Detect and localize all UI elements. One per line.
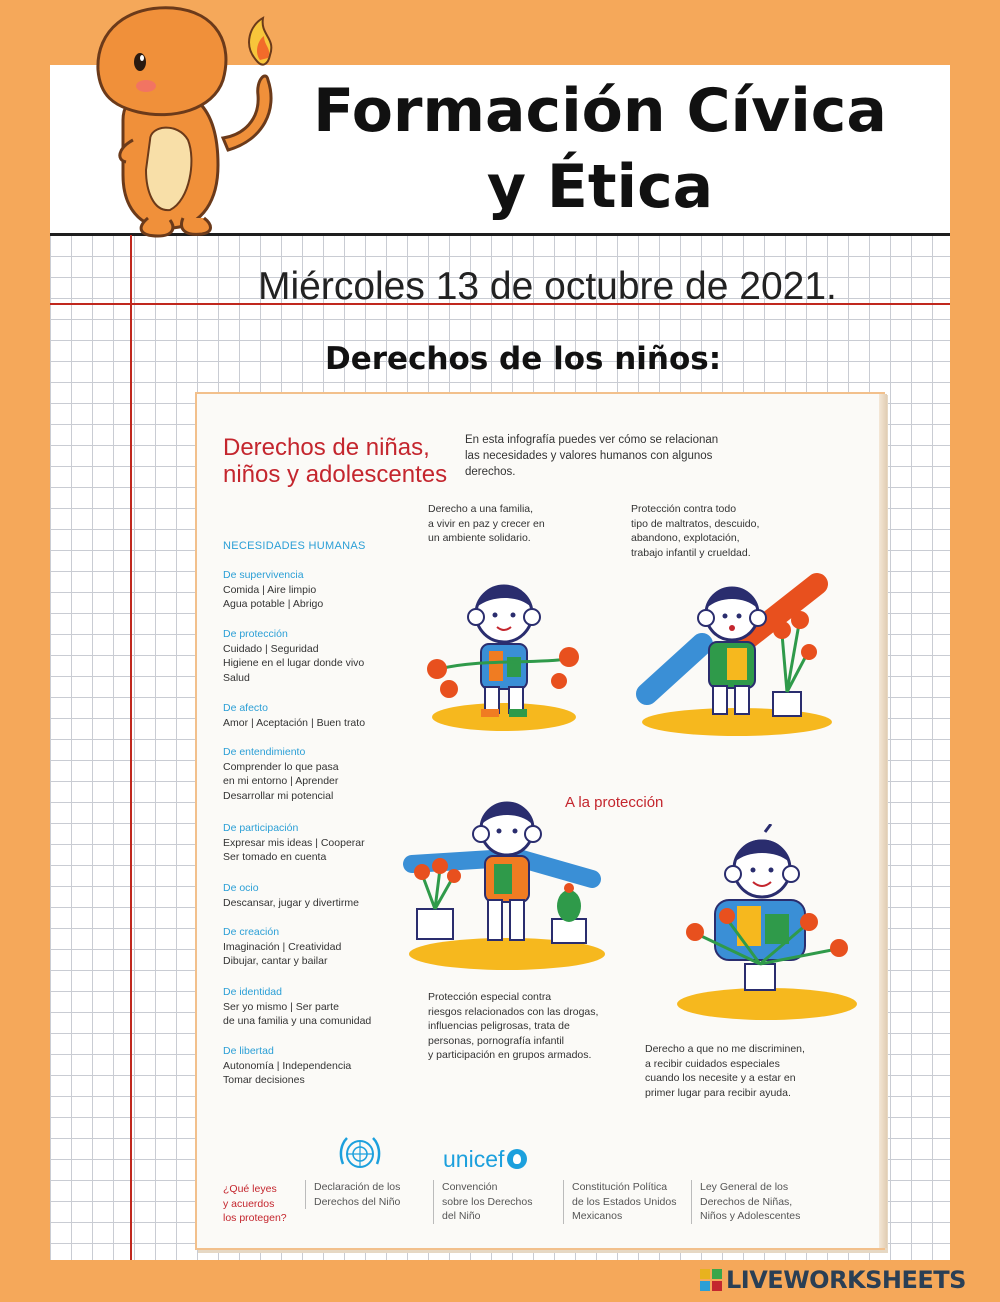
need-line: de una familia y una comunidad: [223, 1015, 372, 1027]
poster-title-line-2: niños y adolescentes: [223, 461, 448, 488]
text-line: sobre los Derechos: [442, 1195, 533, 1208]
need-line: Comida | Aire limpio: [223, 583, 317, 596]
text-line: abandono, explotación,: [631, 532, 740, 544]
need-line: Comprender lo que pasa: [223, 760, 339, 773]
need-title: De libertad: [223, 1045, 274, 1057]
child-arms-open-illustration: [402, 784, 612, 974]
need-title: De afecto: [223, 702, 268, 714]
text-line: Constitución Política: [572, 1181, 668, 1193]
poster-page-edge: [879, 394, 887, 1248]
watermark-text: LIVEWORKSHEETS: [726, 1266, 966, 1294]
need-supervivencia: [223, 568, 403, 612]
rights-infographic: [195, 392, 885, 1250]
title-line-2: y Ética: [486, 152, 714, 222]
text-line: Ley General de los: [700, 1181, 789, 1193]
need-line: Cuidado | Seguridad: [223, 642, 319, 655]
need-line: Salud: [223, 671, 250, 684]
law-general: [691, 1180, 800, 1224]
united-nations-logo-icon: [337, 1134, 383, 1174]
law-convention: [433, 1180, 532, 1224]
unicef-wordmark: unicef: [443, 1146, 505, 1172]
need-title: De ocio: [223, 882, 259, 894]
need-line: Tomar decisiones: [223, 1074, 305, 1086]
child-stretching-illustration: [627, 564, 837, 739]
need-title: De participación: [223, 822, 299, 834]
section-subtitle: Derechos de los niños:: [325, 341, 722, 377]
need-line: Dibujar, cantar y bailar: [223, 955, 328, 967]
date-line: Miércoles 13 de octubre de 2021.: [258, 265, 837, 308]
text-line: Protección especial contra: [428, 991, 552, 1003]
need-line: Amor | Aceptación | Buen trato: [223, 716, 366, 729]
need-line: Descansar, jugar y divertirme: [223, 896, 359, 909]
right-protection-text: [631, 502, 759, 560]
need-entendimiento: [223, 745, 403, 803]
child-with-flowers-illustration: [419, 569, 589, 734]
law-declaration: [305, 1180, 400, 1209]
text-line: primer lugar para recibir ayuda.: [645, 1086, 791, 1099]
laws-question: [223, 1182, 287, 1226]
text-line: Derechos del Niño: [314, 1195, 401, 1208]
need-participacion: [223, 821, 403, 865]
need-identidad: [223, 985, 403, 1029]
need-libertad: [223, 1044, 403, 1088]
need-title: De identidad: [223, 986, 282, 998]
needs-heading: NECESIDADES HUMANAS: [223, 540, 366, 552]
need-proteccion: [223, 627, 403, 685]
need-line: Ser yo mismo | Ser parte: [223, 1000, 339, 1013]
need-line: Imaginación | Creatividad: [223, 940, 342, 953]
text-line: Mexicanos: [572, 1210, 623, 1222]
need-ocio: [223, 881, 403, 910]
need-line: Desarrollar mi potencial: [223, 789, 334, 802]
text-line: Declaración de los: [314, 1181, 401, 1193]
need-line: en mi entorno | Aprender: [223, 775, 339, 787]
need-creacion: [223, 925, 403, 969]
title-line-1: Formación Cívica: [313, 76, 887, 146]
protection-label: A la protección: [565, 794, 664, 811]
need-line: Agua potable | Abrigo: [223, 598, 324, 610]
text-line: y acuerdos: [223, 1197, 275, 1210]
text-line: riesgos relacionados con las drogas,: [428, 1005, 599, 1018]
need-line: Autonomía | Independencia: [223, 1059, 352, 1072]
need-line: Expresar mis ideas | Cooperar: [223, 836, 365, 849]
child-kneeling-illustration: [667, 824, 862, 1024]
text-line: Derechos de Niñas,: [700, 1195, 793, 1208]
need-title: De supervivencia: [223, 569, 304, 581]
text-line: personas, pornografía infantil: [428, 1034, 565, 1047]
text-line: Convención: [442, 1181, 498, 1193]
poster-title: [223, 434, 447, 488]
text-line: cuando los necesite y a estar en: [645, 1072, 796, 1084]
right-family-text: [428, 502, 545, 546]
law-constitution: [563, 1180, 676, 1224]
poster-intro: En esta infografía puedes ver cómo se relacionan las necesidades y valores humanos con algunos derechos.: [465, 434, 719, 478]
text-line: Derecho a una familia,: [428, 503, 534, 515]
text-line: del Niño: [442, 1210, 481, 1222]
need-title: De creación: [223, 926, 280, 938]
right-special-protection-text: [428, 990, 598, 1063]
need-afecto: [223, 701, 403, 730]
dinosaur-mascot-icon: [78, 0, 288, 240]
need-line: Higiene en el lugar donde vivo: [223, 657, 365, 669]
liveworksheets-watermark: [700, 1266, 966, 1294]
text-line: un ambiente solidario.: [428, 532, 531, 544]
text-line: a recibir cuidados especiales: [645, 1057, 780, 1070]
page-title: [280, 73, 920, 225]
text-line: tipo de maltratos, descuido,: [631, 517, 760, 530]
unicef-emblem-icon: [507, 1149, 527, 1169]
text-line: Protección contra todo: [631, 503, 737, 515]
text-line: influencias peligrosas, trata de: [428, 1020, 570, 1032]
text-line: trabajo infantil y crueldad.: [631, 546, 751, 559]
text-line: y participación en grupos armados.: [428, 1049, 592, 1061]
poster-title-line-1: Derechos de niñas,: [223, 434, 430, 461]
liveworksheets-logo-icon: [700, 1269, 722, 1291]
right-nondiscrimination-text: [645, 1042, 805, 1100]
text-line: Niños y Adolescentes: [700, 1210, 801, 1222]
text-line: de los Estados Unidos: [572, 1195, 677, 1208]
text-line: los protegen?: [223, 1212, 287, 1224]
need-title: De protección: [223, 628, 288, 640]
need-line: Ser tomado en cuenta: [223, 851, 327, 863]
text-line: ¿Qué leyes: [223, 1183, 277, 1195]
margin-line-vertical: [130, 235, 132, 1260]
need-title: De entendimiento: [223, 746, 306, 758]
text-line: a vivir en paz y crecer en: [428, 517, 545, 530]
text-line: Derecho a que no me discriminen,: [645, 1043, 805, 1055]
unicef-logo: [443, 1146, 527, 1173]
